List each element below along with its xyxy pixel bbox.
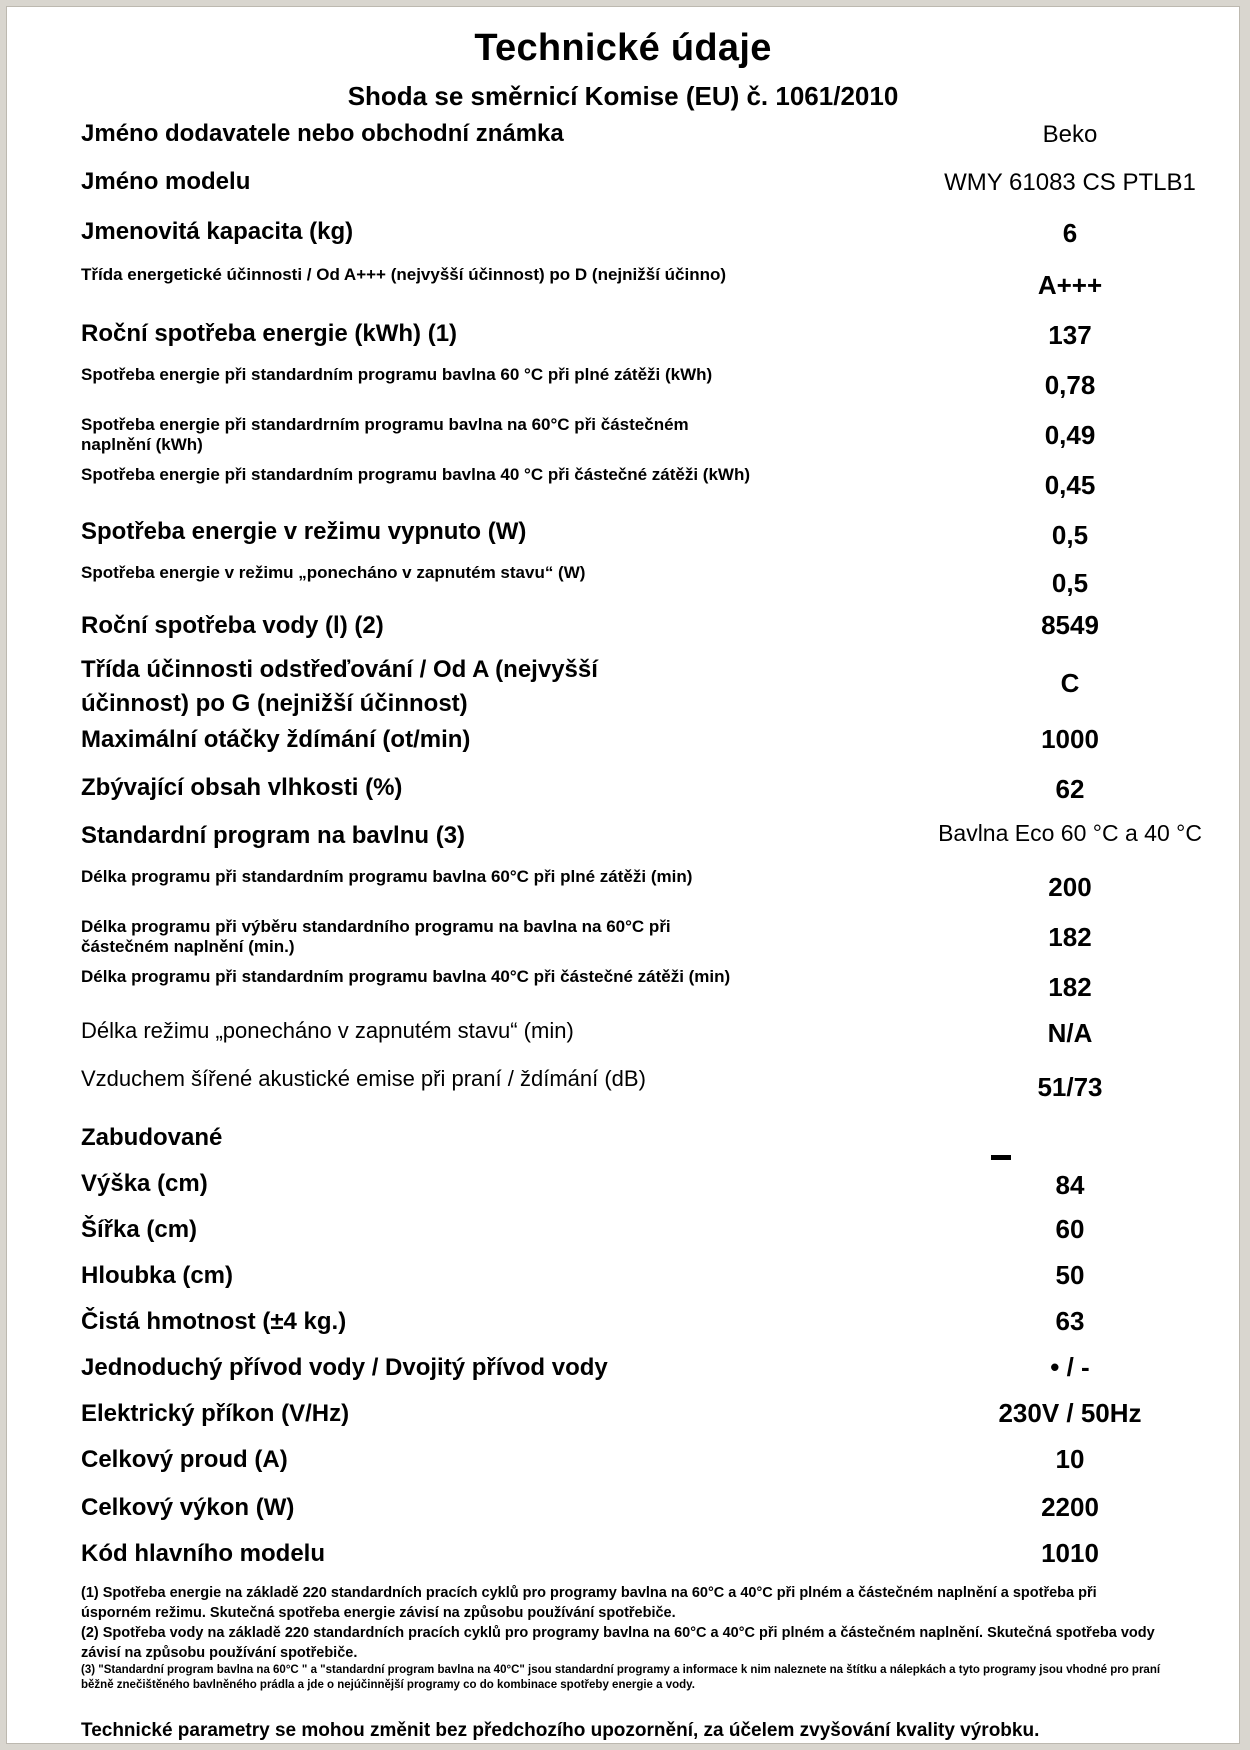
spec-label: Jednoduchý přívod vody / Dvojitý přívod vody (81, 1354, 608, 1381)
spec-value: 51/73 (1037, 1072, 1103, 1102)
spec-label: Výška (cm) (81, 1170, 208, 1197)
spec-label: Spotřeba energie v režimu vypnuto (W) (81, 518, 527, 545)
spec-value: 2200 (1041, 1492, 1099, 1522)
spec-value: 1010 (1041, 1538, 1099, 1568)
footnote-3: (3) "Standardní program bavlna na 60°C " a "standardní program bavlna na 40°C" jsou standardní programy a informace k nim naleznete na štítku a nálepkách a tyto programy jsou vhodné pro praní běžně znečištěného bavlněného prádla a jde o nejúčinnější programy co do kombinace spotřeby energie a vody. (81, 1664, 1161, 1691)
disclaimer-footer: Technické parametry se mohou změnit bez předchozího upozornění, za účelem zvyšování kvality výrobku. (81, 1720, 1040, 1741)
spec-label: Zabudované (81, 1124, 223, 1151)
spec-label: Čistá hmotnost (±4 kg.) (81, 1308, 347, 1335)
spec-value: 84 (1055, 1170, 1085, 1200)
spec-label: Šířka (cm) (81, 1216, 198, 1243)
spec-value: 63 (1055, 1306, 1085, 1336)
spec-value: 137 (1048, 320, 1092, 350)
spec-value: 62 (1055, 774, 1085, 804)
datasheet-page (6, 6, 1240, 1744)
spec-value: C (1060, 668, 1080, 698)
spec-value: Bavlna Eco 60 °C a 40 °C (938, 820, 1202, 846)
page-subtitle: Shoda se směrnicí Komise (EU) č. 1061/2010 (347, 81, 899, 111)
spec-value: WMY 61083 CS PTLB1 (944, 169, 1196, 196)
spec-value: Beko (1042, 121, 1098, 148)
spec-label: Hloubka (cm) (81, 1262, 234, 1289)
spec-value: 60 (1055, 1214, 1085, 1244)
spec-value: 10 (1055, 1444, 1085, 1474)
spec-value: 200 (1048, 872, 1092, 902)
spec-label: Elektrický příkon (V/Hz) (81, 1400, 350, 1427)
page-title: Technické údaje (474, 27, 772, 69)
spec-label: Spotřeba energie při standardrním programu bavlna na 60°C při částečném naplnění (kWh) (81, 415, 689, 454)
spec-value: 0,5 (1051, 520, 1089, 550)
spec-label: Jméno modelu (81, 168, 251, 195)
spec-value: 182 (1048, 972, 1092, 1002)
spec-value: 0,49 (1044, 420, 1096, 450)
footnote-2: (2) Spotřeba vody na základě 220 standardních pracích cyklů pro programy bavlna na 60°C a 40°C při plném a částečném naplnění. Skutečná spotřeba vody závisí na způsobu používání spotřebiče. (81, 1625, 1155, 1661)
spec-label: Celkový výkon (W) (81, 1494, 295, 1521)
spec-label: Jmenovitá kapacita (kg) (81, 218, 354, 245)
spec-label: Vzduchem šířené akustické emise při praní / ždímání (dB) (81, 1066, 646, 1091)
spec-label: Spotřeba energie při standardním programu bavlna 60 °C při plné zátěži (kWh) (81, 365, 713, 384)
spec-label: Spotřeba energie v režimu „ponecháno v zapnutém stavu“ (W) (81, 563, 586, 582)
spec-label: Jméno dodavatele nebo obchodní známka (81, 120, 564, 147)
spec-label: Standardní program na bavlnu (3) (81, 822, 466, 849)
spec-value: A+++ (1037, 270, 1103, 300)
spec-value: 6 (1062, 218, 1078, 248)
spec-label: Roční spotřeba energie (kWh) (1) (81, 320, 458, 347)
spec-value: 0,5 (1051, 568, 1089, 598)
spec-label: Kód hlavního modelu (81, 1540, 325, 1567)
spec-value: 8549 (1041, 610, 1099, 640)
spec-value: 50 (1055, 1260, 1085, 1290)
spec-label: Maximální otáčky ždímání (ot/min) (81, 726, 471, 753)
spec-label: Spotřeba energie při standardním programu bavlna 40 °C při částečné zátěži (kWh) (81, 465, 751, 484)
spec-label: Třída účinnosti odstřeďování / Od A (nejvyšší účinnost) po G (nejnižší účinnost) (81, 656, 598, 717)
spec-label: Délka režimu „ponecháno v zapnutém stavu“ (min) (81, 1018, 574, 1043)
spec-value: N/A (1047, 1018, 1093, 1048)
spec-value: 0,45 (1044, 470, 1096, 500)
spec-label: Zbývající obsah vlhkosti (%) (81, 774, 403, 801)
spec-value: 182 (1048, 922, 1092, 952)
spec-label: Roční spotřeba vody (l) (2) (81, 612, 384, 639)
footnotes (81, 1583, 1161, 1693)
spec-label: Celkový proud (A) (81, 1446, 288, 1473)
spec-label: Délka programu při výběru standardního programu na bavlna na 60°C při částečném naplnění (min.) (81, 917, 671, 956)
spec-value: 0,78 (1044, 370, 1096, 400)
spec-label: Délka programu při standardním programu bavlna 40°C při částečné zátěži (min) (81, 967, 731, 986)
spec-label: Třída energetické účinnosti / Od A+++ (nejvyšší účinnost) po D (nejnižší účinno) (81, 265, 727, 284)
spec-label: Délka programu při standardním programu bavlna 60°C při plné zátěži (min) (81, 867, 693, 886)
spec-value: 1000 (1041, 724, 1099, 754)
spec-value: 230V / 50Hz (998, 1398, 1142, 1428)
built-in-dash-mark (991, 1155, 1011, 1160)
spec-value: • / - (1050, 1352, 1090, 1382)
footnote-1: (1) Spotřeba energie na základě 220 standardních pracích cyklů pro programy bavlna na 60°C a 40°C při plném a částečném naplnění a spotřeba při úsporném režimu. Skutečná spotřeba energie závisí na způsobu používání spotřebiče. (81, 1585, 1097, 1621)
